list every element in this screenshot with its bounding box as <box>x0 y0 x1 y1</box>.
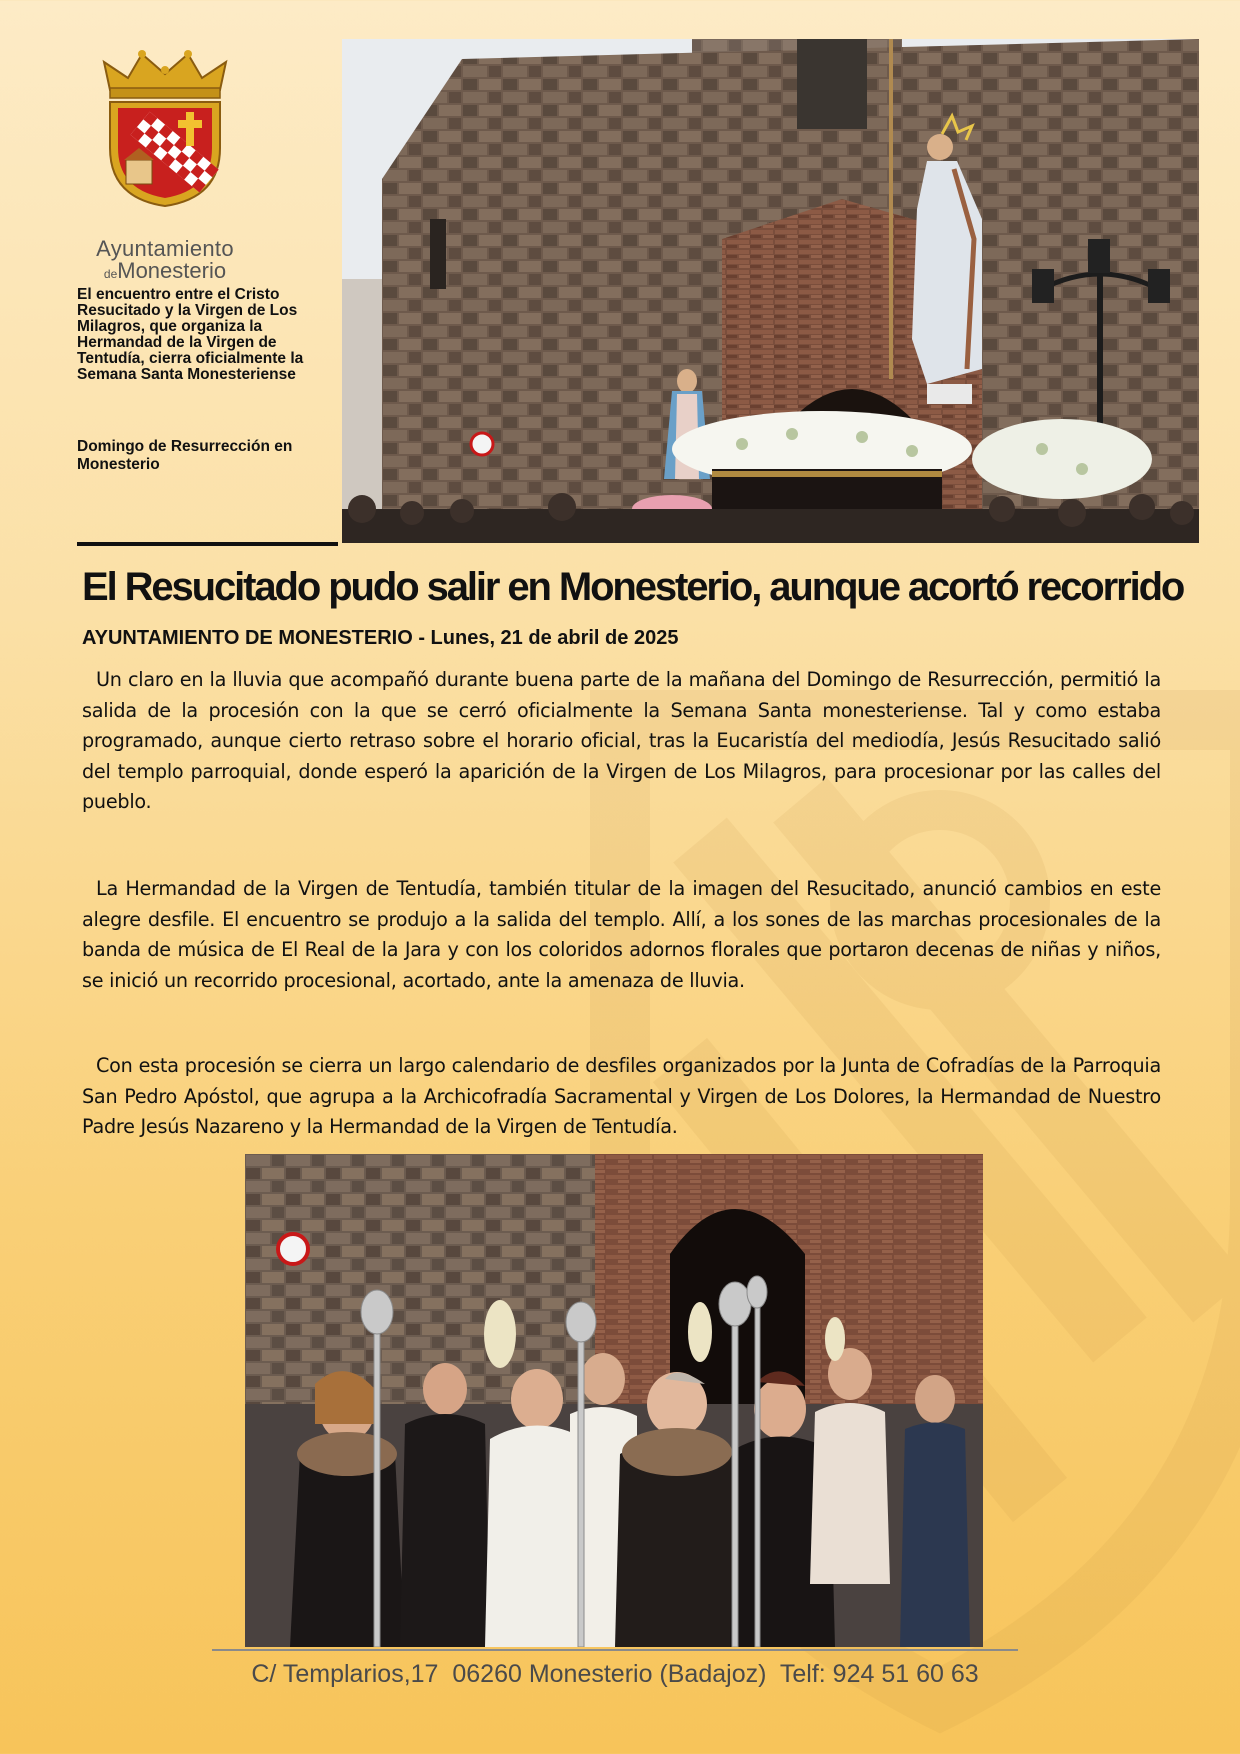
article-paragraph: La Hermandad de la Virgen de Tentudía, también titular de la imagen del Resucitado, anunció cambios en este alegre desfile. El encuentro se produjo a la salida del templo. Allí, a los sones de las marchas procesionales de la banda de música de El Real de la Jara y con los coloridos adornos florales que portaron decenas de niñas y niños, se inició un recorrido procesional, acortado, ante la amenaza de lluvia. <box>82 877 1161 992</box>
article-byline: AYUNTAMIENTO DE MONESTERIO - Lunes, 21 de abril de 2025 <box>82 627 679 649</box>
church-resurrection-procession-photo <box>342 39 1199 543</box>
brand-line-1: Ayuntamiento <box>96 236 234 261</box>
brand-de: de <box>103 267 118 281</box>
municipality-brand <box>70 238 260 282</box>
article-headline: El Resucitado pudo salir en Monesterio, aunque acortó recorrido <box>82 565 1184 609</box>
brand-line-2: Monesterio <box>117 258 227 283</box>
women-with-ceremonial-staffs-photo <box>245 1154 983 1647</box>
coat-of-arms-icon <box>90 48 240 208</box>
lede-summary: El encuentro entre el Cristo Resucitado y la Virgen de Los Milagros, que organiza la Hermandad de la Virgen de Tentudía, cierra oficialmente la Semana Santa Monesteriense <box>77 286 304 383</box>
divider <box>77 542 338 546</box>
article-paragraph: Un claro en la lluvia que acompañó durante buena parte de la mañana del Domingo de Resurrección, permitió la salida de la procesión con la que se cerró oficialmente la Semana Santa monesteriense. Tal y como estaba programado, aunque cierto retraso sobre el horario oficial, tras la Eucaristía del mediodía, Jesús Resucitado salió del templo parroquial, donde esperó la aparición de la Virgen de Los Milagros, para procesionar por las calles del pueblo. <box>82 668 1161 813</box>
footer-divider <box>212 1649 1018 1651</box>
article-paragraph: Con esta procesión se cierra un largo calendario de desfiles organizados por la Junta de Cofradías de la Parroquia San Pedro Apóstol, que agrupa a la Archicofradía Sacramental y Virgen de Los Dolores, la Hermandad de Nuestro Padre Jesús Nazareno y la Hermandad de la Virgen de Tentudía. <box>82 1054 1161 1138</box>
section-tag: Domingo de Resurrección en Monesterio <box>77 438 293 473</box>
footer-address: C/ Templarios,17 06260 Monesterio (Badajoz) Telf: 924 51 60 63 <box>251 1660 979 1688</box>
